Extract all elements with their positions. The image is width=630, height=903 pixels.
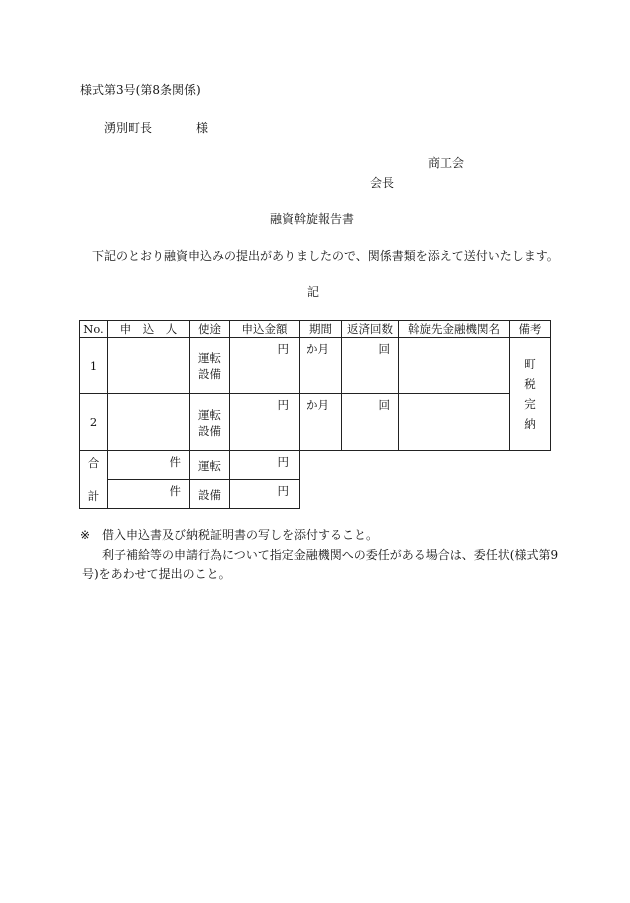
header-applicant: 申 込 人 <box>108 321 190 338</box>
remarks-char: 税 <box>524 377 536 391</box>
table-row <box>80 338 551 394</box>
total-row <box>80 480 551 509</box>
remarks-char: 完 <box>524 397 536 411</box>
total-amount-cell[interactable]: 円 <box>230 480 300 509</box>
document-title: 融資斡旋報告書 <box>270 212 355 226</box>
repay-times-cell[interactable]: 回 <box>342 394 399 451</box>
form-number: 様式第3号(第8条関係) <box>80 83 201 97</box>
header-remarks: 備考 <box>510 321 551 338</box>
amount-cell[interactable]: 円 <box>230 394 300 451</box>
total-count-cell[interactable]: 件 <box>108 480 190 509</box>
row-number: 2 <box>80 394 108 451</box>
note-mark: ※ <box>80 528 91 542</box>
applicant-cell[interactable] <box>108 394 190 451</box>
note-line-3: 号)をあわせて提出のこと。 <box>82 567 231 581</box>
remarks-char: 町 <box>524 357 536 371</box>
header-no: No. <box>80 321 108 338</box>
use-cell: 運転 設備 <box>190 394 230 451</box>
table-row <box>80 394 551 451</box>
sender-org: 商工会 <box>428 156 465 170</box>
addressee-name: 湧別町長 <box>104 121 153 135</box>
repay-times-cell[interactable]: 回 <box>342 338 399 394</box>
bank-cell[interactable] <box>399 394 510 451</box>
total-amount-cell[interactable]: 円 <box>230 451 300 480</box>
total-row <box>80 451 551 480</box>
applicant-cell[interactable] <box>108 338 190 394</box>
note-line-2: 利子補給等の申請行為について指定金融機関への委任がある場合は、委任状(様式第9 <box>102 548 559 562</box>
use-cell: 運転 設備 <box>190 338 230 394</box>
table-header-row <box>80 321 551 338</box>
header-amount: 申込金額 <box>230 321 300 338</box>
total-use-cell: 設備 <box>190 480 230 509</box>
ki-mark: 記 <box>307 285 320 299</box>
period-cell[interactable]: か月 <box>300 338 342 394</box>
amount-cell[interactable]: 円 <box>230 338 300 394</box>
addressee-honorific: 様 <box>196 121 209 135</box>
period-cell[interactable]: か月 <box>300 394 342 451</box>
header-bank: 斡旋先金融機関名 <box>399 321 510 338</box>
remarks-char: 納 <box>524 417 536 431</box>
total-count-cell[interactable]: 件 <box>108 451 190 480</box>
note-line-1: 借入申込書及び納税証明書の写しを添付すること。 <box>102 528 379 542</box>
row-number: 1 <box>80 338 108 394</box>
header-use: 使途 <box>190 321 230 338</box>
sender-title: 会長 <box>370 176 395 190</box>
bank-cell[interactable] <box>399 338 510 394</box>
header-period: 期間 <box>300 321 342 338</box>
loan-table <box>79 320 551 509</box>
total-label: 合 計 <box>80 451 108 509</box>
body-text: 下記のとおり融資申込みの提出がありましたので、関係書類を添えて送付いたします。 <box>92 249 559 263</box>
header-repay-times: 返済回数 <box>342 321 399 338</box>
remarks-cell <box>510 338 551 451</box>
total-use-cell: 運転 <box>190 451 230 480</box>
